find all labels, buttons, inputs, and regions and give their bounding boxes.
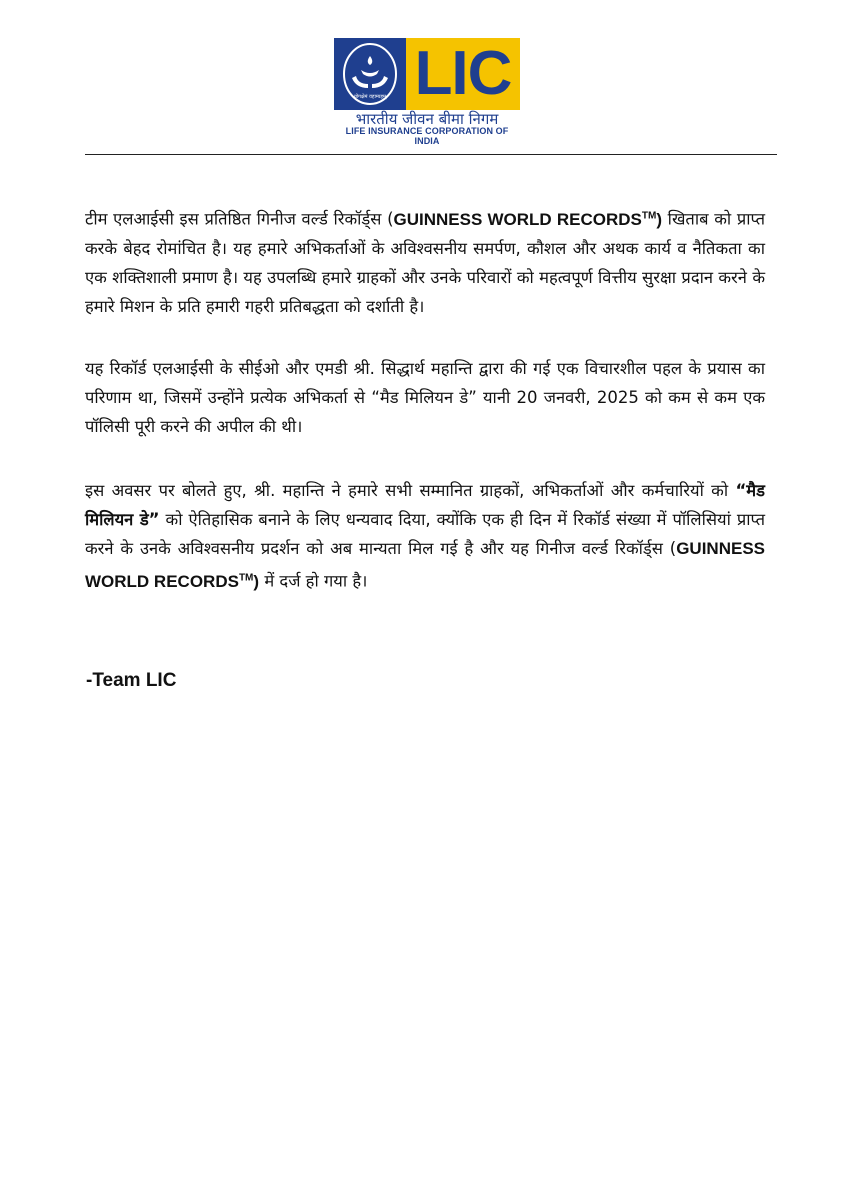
lic-wordmark: LIC	[406, 38, 520, 110]
emblem-motto: योगक्षेमं वहाम्यहम्	[353, 94, 387, 100]
signature: -Team LIC	[86, 670, 177, 691]
lic-english-name: LIFE INSURANCE CORPORATION OF INDIA	[345, 126, 509, 146]
lic-emblem-icon	[334, 38, 406, 110]
paragraph-3: इस अवसर पर बोलते हुए, श्री. महान्ति ने हमारे सभी सम्मानित ग्राहकों, अभिकर्ताओं और कर्मचारियों को “मैड मिलियन डे” को ऐतिहासिक बनाने के लिए धन्यवाद दिया, क्योंकि एक ही दिन में रिकॉर्ड संख्या में पॉलिसियां प्राप्त करने के उनके अविश्वसनीय प्रदर्शन को अब मान्यता मिल गई है और यह गिनीज वर्ल्ड रिकॉर्ड्स (GUINNESS WORLD RECORDS™) में दर्ज हो गया है।	[85, 481, 766, 591]
lic-hindi-name: भारतीय जीवन बीमा निगम	[355, 110, 499, 128]
lic-logo	[334, 38, 520, 146]
paragraph-2: यह रिकॉर्ड एलआईसी के सीईओ और एमडी श्री. सिद्धार्थ महान्ति द्वारा की गई एक विचारशील पहल के प्रयास का परिणाम था, जिसमें उन्होंने प्रत्येक अभिकर्ता से “मैड मिलियन डे” यानी 20 जनवरी, 2025 को कम से कम एक पॉलिसी पूरी करने की अपील की थी।	[85, 359, 765, 436]
paragraph-1: टीम एलआईसी इस प्रतिष्ठित गिनीज वर्ल्ड रिकॉर्ड्स (GUINNESS WORLD RECORDS™) खिताब को प्राप्त करके बेहद रोमांचित है। यह हमारे अभिकर्ताओं के अविश्वसनीय समर्पण, कौशल और अथक कार्य व नैतिकता का एक शक्तिशाली प्रमाण है। यह उपलब्धि हमारे ग्राहकों और उनके परिवारों को महत्वपूर्ण वित्तीय सुरक्षा प्रदान करने के हमारे मिशन के प्रति हमारी गहरी प्रतिबद्धता को दर्शाती है।	[85, 209, 765, 316]
header-divider	[85, 154, 777, 155]
